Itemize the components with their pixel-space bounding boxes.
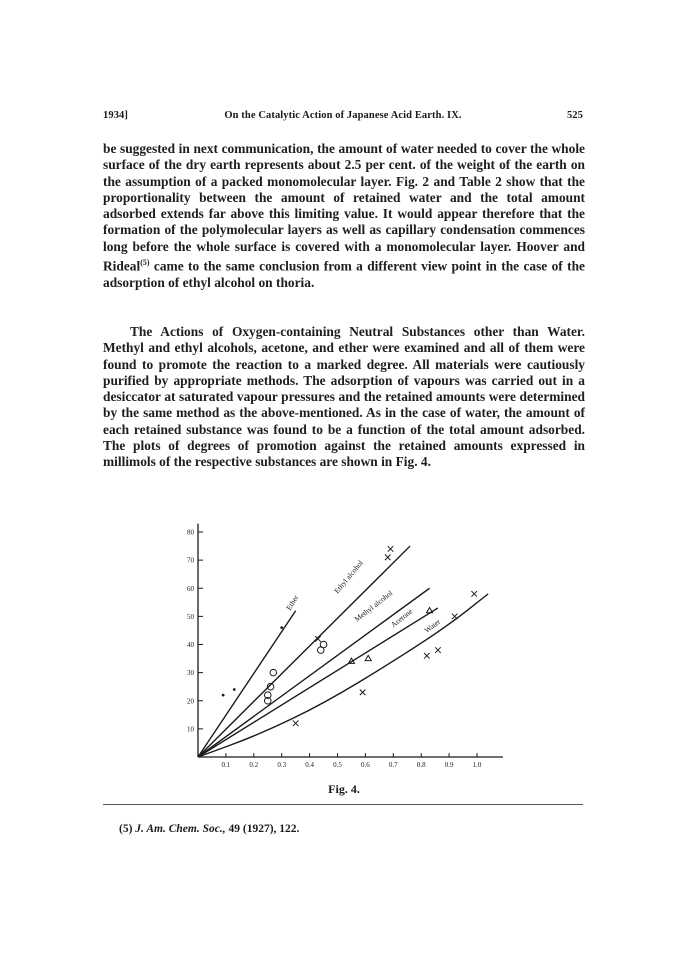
x-tick-label: 0.2 — [249, 761, 259, 769]
footnote-volume: 49 — [228, 823, 240, 835]
x-tick-label: 0.3 — [277, 761, 287, 769]
data-point-water — [452, 614, 458, 620]
data-point-methyl-alcohol — [270, 669, 277, 676]
y-tick-label: 20 — [187, 697, 194, 706]
y-tick-label: 70 — [187, 556, 194, 565]
paragraph-1-text: be suggested in next communication, the amount of water needed to cover the whole surface of the dry earth represents about 2.5 per cent. of the weight of the earth on the assumption of a packed monomolecular layer. Fig. 2 and Table 2 show that the proportionality between the amount of retained water and the total amount adsorbed extends far above this limiting value. It would appear therefore that the formation of the polymolecular layers as well as capillary condensation commences long before the whole surface is covered with a monomolecular layer. Hoover and Rideal — [103, 141, 585, 274]
x-tick-label: 0.4 — [305, 761, 314, 769]
running-title: On the Catalytic Action of Japanese Acid Earth. IX. — [224, 110, 462, 121]
data-point-water — [424, 653, 430, 659]
data-point-ether — [222, 694, 225, 697]
volume-year: 1934] — [103, 110, 128, 121]
series-line-ether — [198, 611, 296, 757]
footnote — [119, 823, 299, 835]
footnote-rule — [103, 804, 583, 805]
y-tick-label: 30 — [187, 669, 194, 678]
data-point-water — [293, 720, 299, 726]
series-label: Acetone — [388, 606, 415, 630]
x-tick-label: 0.9 — [444, 761, 454, 769]
data-point-water — [435, 647, 441, 653]
data-point-ether — [280, 626, 283, 629]
data-point-methyl-alcohol — [320, 641, 327, 648]
x-tick-label: 0.1 — [221, 761, 231, 769]
data-point-water — [471, 591, 477, 597]
footnote-journal: J. Am. Chem. Soc., — [135, 823, 226, 835]
data-point-ethyl-alcohol — [385, 555, 391, 561]
series-line-acetone — [198, 608, 438, 757]
y-tick-label: 40 — [187, 641, 194, 649]
x-tick-label: 1.0 — [472, 761, 482, 769]
series-line-water — [198, 594, 488, 757]
y-tick-label: 50 — [187, 612, 194, 621]
data-point-ethyl-alcohol — [388, 546, 394, 552]
footnote-ref: (5) — [140, 258, 150, 268]
figure-caption: Fig. 4. — [328, 782, 360, 796]
x-tick-label: 0.5 — [333, 761, 342, 769]
page-number: 525 — [566, 110, 583, 121]
x-tick-label: 0.8 — [416, 761, 426, 769]
series-label: Ethyl alcohol — [332, 558, 365, 596]
series-label: Ether — [284, 593, 301, 612]
y-tick-label: 10 — [187, 725, 194, 734]
data-point-acetone — [427, 608, 433, 613]
x-tick-label: 0.7 — [388, 761, 398, 769]
y-tick-label: 60 — [187, 584, 194, 593]
series-label: Methyl alcohol — [352, 588, 395, 624]
footnote-rest: (1927), 122. — [242, 823, 300, 835]
data-point-ether — [233, 688, 236, 691]
series-line-methyl-alcohol — [198, 588, 430, 757]
paragraph-2-text: Methyl and ethyl alcohols, acetone, and ether were examined and all of them were found to promote the reaction to a marked degree. All materials were cautiously purified by appropriate methods. The adsorption of vapours was carried out in a desiccator at saturated vapour pressures and the retained amounts were determined by the same method as the above-mentioned. As in the case of water, the amount of each retained substance was found to be a function of the total amount adsorbed. The plots of degrees of promotion against the retained amounts expressed in millimols of the respective substances are shown in Fig. 4. — [103, 340, 585, 470]
footnote-number: (5) — [119, 823, 133, 835]
series-label: Water — [422, 616, 443, 635]
data-point-acetone — [365, 655, 371, 660]
section-heading: The Actions of Oxygen-containing Neutral Substances other than Water. — [130, 324, 585, 339]
y-tick-label: 80 — [187, 528, 194, 537]
paragraph-1-end: came to the same conclusion from a different view point in the case of the adsorption of ethyl alcohol on thoria. — [103, 258, 585, 290]
x-tick-label: 0.6 — [361, 761, 370, 769]
series-line-ethyl-alcohol — [198, 546, 410, 757]
data-point-water — [360, 690, 366, 696]
